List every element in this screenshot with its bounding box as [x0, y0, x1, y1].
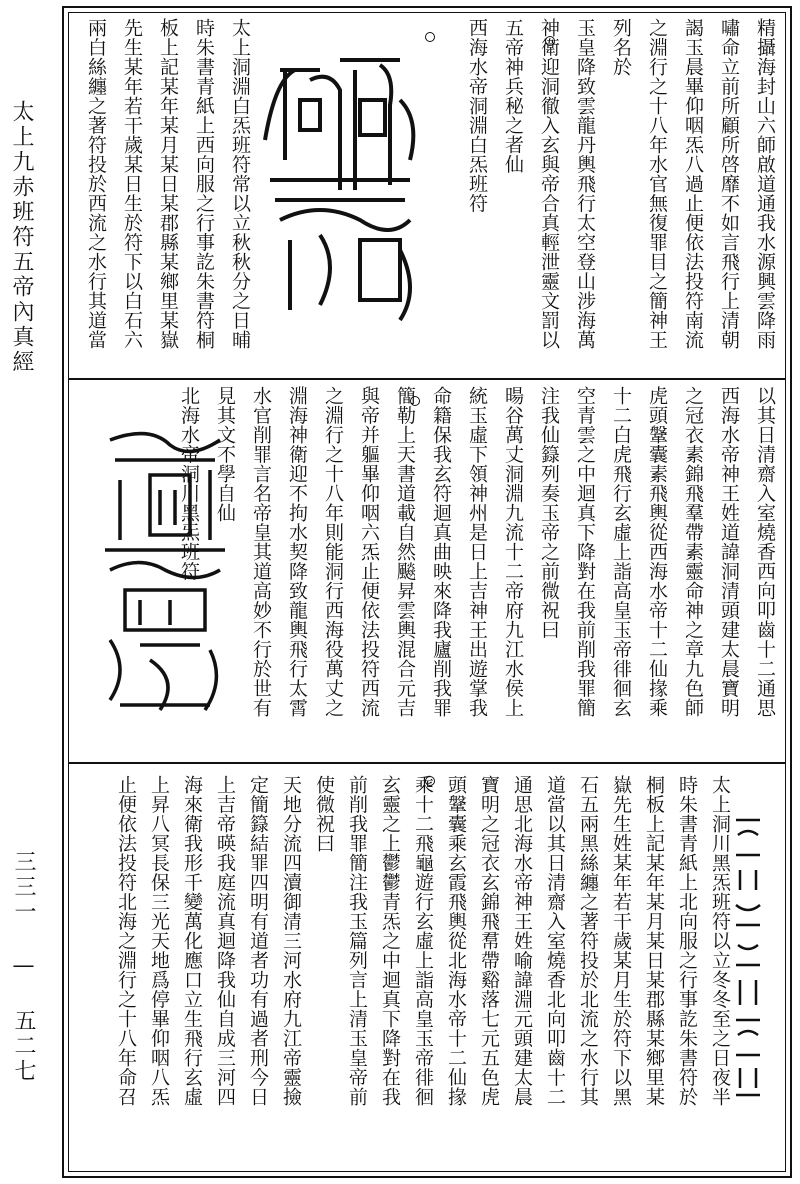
text-column: 見其文不學自仙	[214, 386, 236, 523]
text-column: 以其日清齋入室燒香西向叩齒十二通思	[754, 386, 776, 718]
text-column: 玉皇降致雲龍丹輿飛行太空登山涉海萬	[574, 18, 596, 350]
text-column: 精攝海封山六師啟道通我水源興雲降雨	[754, 18, 776, 350]
text-column: 十二白虎飛行玄虛上詣高皇玉帝徘徊玄	[610, 386, 632, 718]
text-column: 頭鞶囊乘玄霞飛輿從北海水帝十二仙掾	[445, 775, 467, 1107]
text-column: 神衛迎洞徹入玄與帝合真輕泄靈文罰以	[538, 18, 560, 350]
text-column: 統玉虛下領神州是日上吉神王出遊掌我	[466, 386, 488, 718]
text-column: 兩白絲纏之著符投於西流之水行其道當	[85, 18, 107, 350]
text-column: 空青雲之中迴真下降對在我前削我罪簡	[574, 386, 596, 718]
text-column: 虎頭鞶囊素飛輿從西海水帝十二仙掾乘	[646, 386, 668, 718]
column-circle-mark	[425, 776, 435, 786]
text-column: 水官削罪言名帝皇其道高妙不行於世有	[250, 386, 272, 718]
north-sea-talisman-seal	[100, 420, 230, 720]
column-circle-mark	[545, 36, 555, 46]
text-column: 之淵行之十八年水官無復罪目之簡神王	[646, 18, 668, 350]
text-column: 謁玉晨畢仰咽炁八過止便依法投符南流	[682, 18, 704, 350]
book-title-margin: 太上九赤班符五帝內真經	[9, 100, 34, 375]
panel-separator-2	[68, 762, 786, 764]
text-column: 定簡籙結罪四明有道者功有過者刑今日	[247, 775, 269, 1107]
text-column: 前削我罪簡注我玉篇列言上清玉皇帝前	[346, 775, 368, 1107]
text-column: 時朱書青紙上西向服之行事訖朱書符桐	[193, 18, 215, 350]
text-column: 玄靈之上鬱鬱青炁之中迴真下降對在我	[379, 775, 401, 1107]
text-column: 暘谷萬丈洞淵九流十二帝府九江水侯上	[502, 386, 524, 718]
text-column: 西海水帝洞淵白炁班符	[466, 18, 488, 213]
text-column: 道當以其日清齋入室燒香北向叩齒十二	[544, 775, 566, 1107]
text-column: 西海水帝神王姓道諱洞清頭建太晨寶明	[718, 386, 740, 718]
text-column: 列名於	[610, 18, 632, 77]
text-column: 止便依法投符北海之淵行之十八年命召	[115, 775, 137, 1107]
text-column: 通思北海水帝神王姓喻諱淵元頭建太晨	[511, 775, 533, 1107]
text-column: 北海水帝洞川黑炁班符	[178, 386, 200, 581]
text-column: 嶽先生姓某年若干歲某月生於符下以黑	[610, 775, 632, 1107]
panel-separator-1	[68, 378, 786, 380]
text-column: 淵海神衛迎不拘水契降致龍輿飛行太霄	[286, 386, 308, 718]
text-column: 時朱書青紙上北向服之行事訖朱書符於	[676, 775, 698, 1107]
text-column: 石五兩黑絲纏之著符投於北流之水行其	[577, 775, 599, 1107]
text-column: 桐板上記某年某月某日某郡縣某鄉里某	[643, 775, 665, 1107]
text-column: 乘十二飛龜遊行玄虛上詣高皇玉帝徘徊	[412, 775, 434, 1107]
text-column: 板上記某年某月某日某郡縣某鄉里某嶽	[157, 18, 179, 350]
text-column: 天地分流四瀆御清三河水府九江帝靈撿	[280, 775, 302, 1107]
column-circle-mark	[410, 396, 420, 406]
text-column: 之淵行之十八年則能洞行西海役萬丈之	[322, 386, 344, 718]
text-column: 太上洞川黑炁班符以立冬冬至之日夜半	[709, 775, 731, 1107]
column-circle-mark	[425, 32, 435, 42]
west-sea-talisman-seal	[260, 40, 425, 330]
page-number-margin: 三三一 — 五二七	[11, 850, 36, 1084]
text-column: 五帝神兵秘之者仙	[502, 18, 524, 174]
text-column: 使微祝曰	[313, 775, 335, 853]
text-column: 上昇八冥長保三光天地爲停畢仰咽八炁	[148, 775, 170, 1107]
text-column: 海來衛我形千變萬化應口立生飛行玄虛	[181, 775, 203, 1107]
text-column: 寶明之冠衣玄錦飛帬帶谿落七元五色虎	[478, 775, 500, 1107]
text-column: 太上洞淵白炁班符常以立秋秋分之日晡	[229, 18, 251, 350]
text-column: 之冠衣素錦飛羣帶素靈命神之章九色師	[682, 386, 704, 718]
text-column: 先生某年若干歲某日生於符下以白石六	[121, 18, 143, 350]
text-column: 嘯命立前所顧所啓靡不如言飛行上清朝	[718, 18, 740, 350]
text-column: 命籍保我玄符迴真曲映來降我廬削我罪	[430, 386, 452, 718]
text-column: 注我仙籙列奏玉帝之前微祝曰	[538, 386, 560, 640]
text-column: 簡勒上天書道載自然飈昇雲輿混合元吉	[394, 386, 416, 718]
text-column: 上吉帝暎我庭流真迴降我仙自成三河四	[214, 775, 236, 1107]
north-sea-talisman-strip	[728, 810, 768, 1100]
text-column: 與帝并軀畢仰咽六炁止便依法投符西流	[358, 386, 380, 718]
